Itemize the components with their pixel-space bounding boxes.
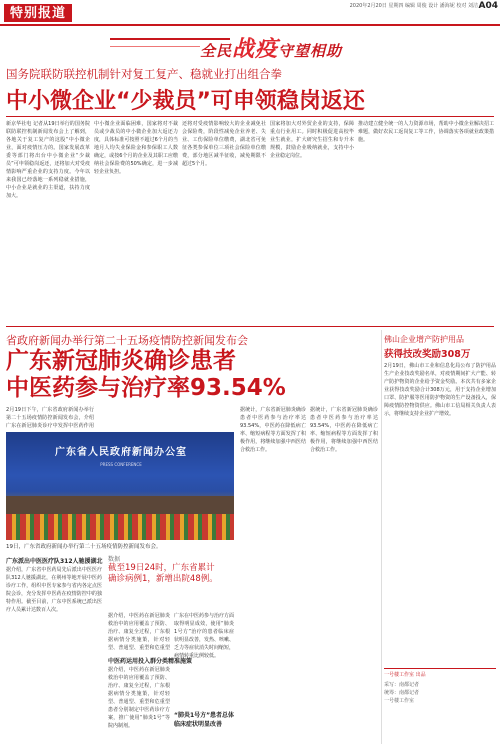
press-conference-photo (6, 432, 234, 540)
story1-rule (6, 116, 494, 117)
data-label: 数据 (108, 556, 121, 563)
story1-column-5: 推动建立健全统一的人力资源市场，帮助中小微企业解决招工难题，做好农民工返岗复工等工作，协调落实各项就业政策措施。 (358, 121, 494, 143)
story1-column-1: 新京华社电 记者从19日举行的国务院联防联控机制新闻发布会上了解到，各地关于复工复产的这股“中小微企业，面对疫情压力的。国家发展改革委等部门将出台中小微企业“少裁员”可申领稳岗返还，还将加大对受疫情影响严重企业的支持力度。今年以来我国已经落地一系列稳就业措施，中小企业是就业的主渠道，扶持力度加大。 (6, 121, 90, 199)
story2-subhead-1: 广东派出中医医疗队312人驰援湖北 (6, 558, 103, 565)
banner-title (200, 32, 342, 63)
photo-banner-subtext: PRESS CONFERENCE (100, 462, 142, 467)
story2-kicker: 省政府新闻办举行第二十五场疫情防控新闻发布会 (6, 334, 248, 347)
story2-column-right-b: 据统计，广东省新冠肺炎确诊患者中医药参与治疗率达93.54%，中医药在降低病亡率、缩短病程等方面发挥了积极作用，将继续加强中西医结合救治工作。 (310, 407, 378, 453)
story2-column-mid-c: 广东在中医药参与治疗方面取得明显成效，使用“肺炎1号方”治疗的患者临床症状明显改善，发热、咳嗽、乏力等症状消失时间缩短，病情转重比例较低。 (174, 613, 234, 659)
story1-column-2: 中小微企业面临困难，国家将对不裁员或少裁员的中小微企业加大返还力度，具体标准可按照不超过6个月的当地月人均失业保险金和参保职工人数确定，或按6个月的企业及其职工应缴纳社会保险费的50%确定，进一步减轻企业负担。 (94, 121, 178, 175)
photo-banner-text: 广东省人民政府新闻办公室 (55, 447, 187, 458)
publisher-line-1: 采写：南都记者 (384, 682, 420, 688)
data-box (108, 554, 218, 610)
story2-subhead-2: 中医药运用投入群分类精准施策 (108, 658, 193, 665)
banner-decoration-line (110, 46, 200, 47)
section-tag: 特别报道 (4, 4, 72, 22)
page-header (0, 0, 500, 26)
banner-emphasis: 战疫 (232, 37, 279, 62)
story1-column-3: 还将对受疫情影响较大的企业减免社会保险费，阶段性减免企业养老、失业、工伤保险单位缴费，湖北省可免征各类参保单位三项社会保险单位缴费，部分地区减半征收，减免期限不超过5个月。 (182, 121, 266, 167)
publisher-box (384, 668, 496, 740)
flower-arrangement (6, 514, 234, 540)
banner-prefix: 全民 (200, 42, 233, 60)
story1-headline: 中小微企业“少裁员”可申领稳岗返还 (6, 89, 365, 114)
publisher-line-3: 一号楼工作室 (384, 698, 415, 704)
section-divider (6, 326, 494, 327)
banner (0, 26, 500, 62)
story1-kicker: 国务院联防联控机制针对复工复产、稳就业打出组合拳 (6, 67, 282, 81)
page-number: A04 (478, 1, 498, 11)
data-text: 截至19日24时，广东省累计确诊病例1，新增出院48例。 (108, 563, 218, 584)
publisher-line-2: 统筹：南都记者 (384, 690, 420, 696)
issue-meta: 2020年2月20日 星期四 编辑 周俊 设计 潘海妮 校对 刘洁 (349, 3, 478, 9)
banner-suffix: 守望相助 (278, 42, 343, 60)
story2-subhead-3: “肺炎1号方”患者总体临床症状明显改善 (174, 712, 235, 728)
story2-column-left: 据介绍，广东省中医药局先后派出中医医疗队312人驰援湖北，在荆州等地开展中医药诊疗工作，组织中医专家参与省内各定点医院会诊，充分发挥中医药在疫情防控中的独特作用。截至目前，广东中医系统已派出医疗人员累计达数百人次。 (6, 567, 102, 613)
story2-intro: 2月19日下午，广东省政府新闻办举行第二十五场疫情防控新闻发布会，介绍广东在新冠肺炎诊疗中发挥中医药作用 (6, 407, 94, 429)
story3-body: 2月19日，佛山市工业和信息化局公布了防护用品生产企业技改奖励名单，对疫情期间扩大产能、转产防护物资的企业给予资金奖励。本次共有多家企业获得技改奖励合计308万元，用于支持企业增加口罩、防护服等医用防护物资的生产设备投入，保障疫情防控物资供应。佛山市工信局相关负责人表示，将继续支持企业扩产增效。 (384, 363, 496, 417)
story1-column-4: 国家将加大对外贸企业的支持，保障重点行业用工。同时积极促进高校毕业生就业，扩大研究生招生和专升本规模，鼓励企业吸纳就业，支持中小企业稳定岗位。 (270, 121, 354, 159)
column-divider (381, 330, 382, 744)
story2-column-mid-b: 据介绍，中医药在新冠肺炎救治中的应用覆盖了预防、治疗、康复全过程，广东根据病情分类施策，针对轻型、普通型、重型和危重型患者分别制定中医药诊疗方案，推广使用“肺炎1号”等院内制剂。 (108, 667, 170, 729)
story3-kicker: 佛山企业增产防护用品 (384, 335, 464, 344)
podium (6, 496, 234, 514)
story2-column-right-a: 据统计，广东省新冠肺炎确诊患者中医药参与治疗率达93.54%，中医药在降低病亡率、缩短病程等方面发挥了积极作用，将继续加强中西医结合救治工作。 (240, 407, 306, 453)
photo-caption: 19日，广东省政府新闻办举行第二十五场疫情防控新闻发布会。 (6, 544, 162, 550)
story2-headline: 广东新冠肺炎确诊患者 中医药参与治疗率93.54% (6, 348, 286, 401)
story3-headline: 获得技改奖励308万 (384, 349, 471, 360)
story2-column-mid-a: 据介绍，中医药在新冠肺炎救治中的应用覆盖了预防、治疗、康复全过程，广东根据病情分类施策，针对轻型、普通型、重型和危重型 (108, 613, 170, 651)
publisher-label: 一号楼工作室 出品 (384, 672, 426, 678)
